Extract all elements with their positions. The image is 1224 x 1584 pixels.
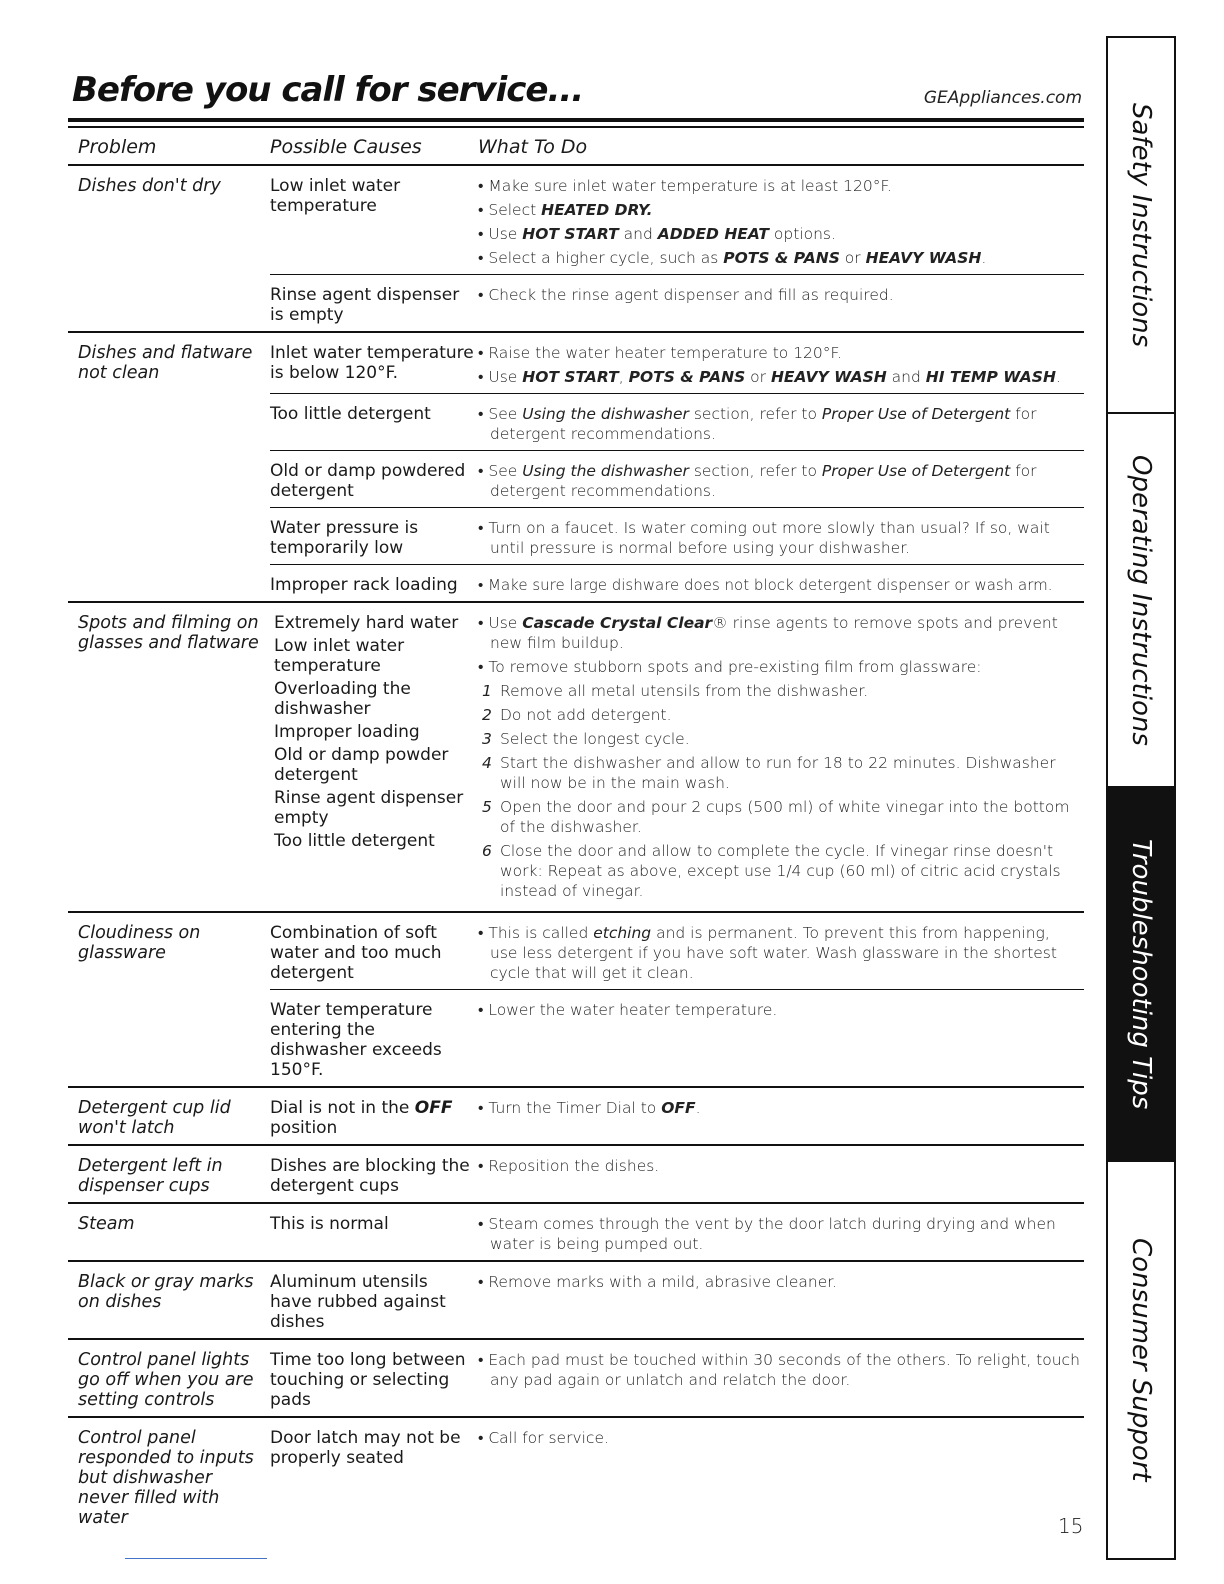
cause-row <box>270 450 1084 507</box>
step-item: 5 Open the door and pour 2 cups (500 ml) of white vinegar into the bottom of the dishwasher. <box>482 798 1070 836</box>
table-row <box>68 333 1084 603</box>
cause-item: Extremely hard water <box>274 613 459 633</box>
cause-row <box>270 274 1084 331</box>
page-title: Before you call for service... <box>72 70 584 110</box>
table-row <box>68 1088 1084 1146</box>
bullet: • Use Cascade Crystal Clear® rinse agents to remove spots and prevent new film buildup. <box>478 613 1080 653</box>
website-url[interactable]: GEAppliances.com <box>923 88 1082 108</box>
table-row <box>68 603 1084 913</box>
bullet: • Make sure large dishware does not block detergent dispenser or wash arm. <box>478 575 1080 595</box>
table-row <box>68 1146 1084 1204</box>
cause-cell: Door latch may not be properly seated <box>270 1428 461 1468</box>
tab-label: Operating Instructions <box>1126 454 1156 746</box>
cause-row <box>270 913 1084 989</box>
cause-cell: Aluminum utensils have rubbed against dishes <box>270 1272 446 1332</box>
todo-cell <box>478 166 1084 274</box>
problem-cell: Control panel lights go off when you are setting controls <box>78 1350 254 1410</box>
todo-cell <box>478 1204 1084 1260</box>
table-row <box>68 166 1084 333</box>
todo-cell <box>478 394 1084 450</box>
cause-cell: Dishes are blocking the detergent cups <box>270 1156 470 1196</box>
cause-cell: Old or damp powdered detergent <box>270 461 466 501</box>
problem-cell: Black or gray marks on dishes <box>78 1272 254 1312</box>
section-tabs <box>1106 36 1176 1560</box>
bullet: • Select HEATED DRY. <box>478 200 1080 220</box>
cause-cell: Dial is not in the OFF position <box>270 1098 453 1138</box>
bullet: • Turn the Timer Dial to OFF. <box>478 1098 1080 1118</box>
bullet: • Use HOT START and ADDED HEAT options. <box>478 224 1080 244</box>
col-header-problem: Problem <box>78 136 157 158</box>
cause-cell: Water pressure is temporarily low <box>270 518 419 558</box>
todo-cell <box>478 1262 1084 1338</box>
cause-row <box>270 393 1084 450</box>
bullet: • To remove stubborn spots and pre-existing film from glassware: <box>478 657 1080 677</box>
tab-label: Consumer Support <box>1126 1238 1156 1482</box>
todo-cell <box>478 451 1084 507</box>
cause-row <box>270 1262 1084 1338</box>
cause-row <box>270 989 1084 1086</box>
page-number: 15 <box>1058 1514 1084 1538</box>
bullet: • Lower the water heater temperature. <box>478 1000 1080 1020</box>
cause-item: Rinse agent dispenser empty <box>274 788 464 828</box>
step-item: 2 Do not add detergent. <box>482 706 672 724</box>
bullet: • Call for service. <box>478 1428 1080 1448</box>
bullet: • Select a higher cycle, such as POTS & PANS or HEAVY WASH. <box>478 248 1080 268</box>
troubleshooting-table <box>68 130 1084 1534</box>
cause-row <box>270 1418 1084 1474</box>
bullet: • Steam comes through the vent by the door latch during drying and when water is being pumped out. <box>478 1214 1080 1254</box>
cause-cell <box>270 603 478 911</box>
problem-cell: Steam <box>78 1214 135 1234</box>
todo-cell <box>478 1340 1084 1416</box>
tab-label: Troubleshooting Tips <box>1126 838 1156 1110</box>
todo-cell <box>478 990 1084 1086</box>
problem-cell: Cloudiness on glassware <box>78 923 201 963</box>
table-row <box>68 1340 1084 1418</box>
problem-cell: Dishes and flatware not clean <box>78 343 253 383</box>
tab-safety-instructions[interactable] <box>1108 38 1174 412</box>
table-row <box>68 1418 1084 1534</box>
tab-label: Safety Instructions <box>1126 102 1156 348</box>
header-rule-thin <box>68 126 1084 128</box>
cause-item: Too little detergent <box>274 831 435 851</box>
step-item: 4 Start the dishwasher and allow to run for 18 to 22 minutes. Dishwasher will now be in the main wash. <box>482 754 1056 792</box>
footer-rule <box>125 1558 267 1559</box>
cause-cell: Rinse agent dispenser is empty <box>270 285 460 325</box>
cause-row <box>270 1088 1084 1144</box>
cause-item: Improper loading <box>274 722 420 742</box>
cause-row <box>270 333 1084 393</box>
cause-cell: This is normal <box>270 1214 389 1234</box>
cause-row <box>270 564 1084 601</box>
cause-cell: Combination of soft water and too much detergent <box>270 923 442 983</box>
step-item: 6 Close the door and allow to complete the cycle. If vinegar rinse doesn't work: Repeat as above, except use 1/4 cup (60 ml) of citric acid crystals instead of vinegar. <box>482 842 1061 900</box>
bullet: • Reposition the dishes. <box>478 1156 1080 1176</box>
bullet: • Each pad must be touched within 30 seconds of the others. To relight, touch any pad again or unlatch and relatch the door. <box>478 1350 1080 1390</box>
todo-cell <box>478 275 1084 331</box>
todo-cell <box>478 603 1084 911</box>
bullet: • Turn on a faucet. Is water coming out more slowly than usual? If so, wait until pressure is normal before using your dishwasher. <box>478 518 1080 558</box>
problem-cell: Spots and filming on glasses and flatware <box>78 613 259 653</box>
todo-cell <box>478 1146 1084 1202</box>
col-header-causes: Possible Causes <box>270 136 422 158</box>
todo-cell <box>478 565 1084 601</box>
cause-cell: Too little detergent <box>270 404 431 424</box>
problem-cell: Control panel responded to inputs but dishwasher never filled with water <box>78 1428 254 1528</box>
cause-item: Old or damp powder detergent <box>274 745 449 785</box>
table-row <box>68 913 1084 1088</box>
todo-cell <box>478 1088 1084 1144</box>
cause-cell: Time too long between touching or selecting pads <box>270 1350 466 1410</box>
cause-row <box>270 1340 1084 1416</box>
tab-operating-instructions[interactable] <box>1108 414 1174 786</box>
cause-row <box>270 166 1084 274</box>
problem-cell: Detergent cup lid won't latch <box>78 1098 231 1138</box>
bullet: • See Using the dishwasher section, refer to Proper Use of Detergent for detergent recommendations. <box>478 404 1080 444</box>
step-item: 3 Select the longest cycle. <box>482 730 690 748</box>
problem-cell: Dishes don't dry <box>78 176 221 196</box>
cause-item: Low inlet water temperature <box>274 636 405 676</box>
cause-cell: Water temperature entering the dishwasher exceeds 150°F. <box>270 1000 442 1080</box>
cause-cell: Inlet water temperature is below 120°F. <box>270 343 474 383</box>
col-header-todo: What To Do <box>478 136 588 158</box>
bullet: • Raise the water heater temperature to 120°F. <box>478 343 1080 363</box>
cause-row <box>270 603 1084 911</box>
table-row <box>68 1262 1084 1340</box>
tab-consumer-support[interactable] <box>1108 1162 1174 1558</box>
cause-row <box>270 507 1084 564</box>
todo-cell <box>478 1418 1084 1474</box>
table-header <box>68 130 1084 166</box>
problem-cell: Detergent left in dispenser cups <box>78 1156 223 1196</box>
bullet: • Make sure inlet water temperature is at least 120°F. <box>478 176 1080 196</box>
todo-cell <box>478 913 1084 989</box>
header-rule <box>68 118 1084 122</box>
bullet: • See Using the dishwasher section, refer to Proper Use of Detergent for detergent recommendations. <box>478 461 1080 501</box>
tab-troubleshooting-tips[interactable] <box>1108 788 1174 1160</box>
bullet: • Check the rinse agent dispenser and fill as required. <box>478 285 1080 305</box>
cause-cell: Low inlet water temperature <box>270 176 401 216</box>
bullet: • This is called etching and is permanent. To prevent this from happening, use less detergent if you have soft water. Wash glassware in the shortest cycle that will get it clean. <box>478 923 1080 983</box>
bullet: • Use HOT START, POTS & PANS or HEAVY WASH and HI TEMP WASH. <box>478 367 1080 387</box>
bullet: • Remove marks with a mild, abrasive cleaner. <box>478 1272 1080 1292</box>
cause-item: Overloading the dishwasher <box>274 679 411 719</box>
cause-cell: Improper rack loading <box>270 575 458 595</box>
cause-row <box>270 1204 1084 1260</box>
table-row <box>68 1204 1084 1262</box>
todo-cell <box>478 508 1084 564</box>
cause-row <box>270 1146 1084 1202</box>
todo-cell <box>478 333 1084 393</box>
step-item: 1 Remove all metal utensils from the dishwasher. <box>482 682 869 700</box>
